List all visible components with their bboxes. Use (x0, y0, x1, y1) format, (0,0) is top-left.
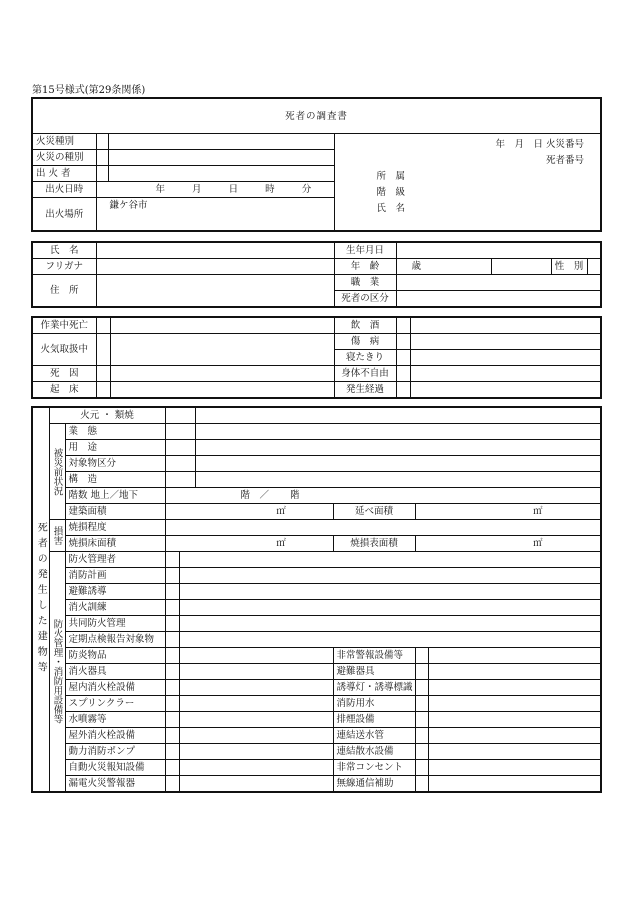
bedridden-value[interactable] (410, 350, 601, 366)
equip-right-value-6[interactable] (428, 744, 601, 760)
label-disabled: 身体不自由 (334, 366, 396, 382)
equip-right-check-3[interactable] (415, 696, 428, 712)
label-bedridden: 寝たきり (334, 350, 396, 366)
fire-origin-check[interactable] (165, 407, 195, 424)
label-furigana: フリガナ (32, 259, 96, 275)
mgmt-item-5: 定期点検報告対象物 (65, 632, 165, 648)
equip-left-6: 動力消防ポンプ (65, 744, 165, 760)
floors-value[interactable] (165, 488, 601, 504)
label-dispatcher: 出 火 者 (32, 166, 96, 182)
mgmt-value-2[interactable] (179, 584, 601, 600)
mgmt-item-4: 共同防火管理 (65, 616, 165, 632)
equip-left-value-6[interactable] (179, 744, 333, 760)
equip-right-4: 排煙設備 (333, 712, 415, 728)
equip-left-value-7[interactable] (179, 760, 333, 776)
birthdate-value[interactable] (396, 242, 601, 259)
target-value[interactable] (195, 456, 601, 472)
label-pre-disaster: 被災前状況 (49, 424, 65, 520)
label-birthdate: 生年月日 (334, 242, 396, 259)
mgmt-check-4[interactable] (165, 616, 179, 632)
equip-left-2: 屋内消火栓設備 (65, 680, 165, 696)
equip-left-check-8[interactable] (165, 776, 179, 793)
age-extra (491, 259, 551, 275)
equip-right-value-7[interactable] (428, 760, 601, 776)
mgmt-check-5[interactable] (165, 632, 179, 648)
label-burn-degree: 焼損程度 (65, 520, 165, 536)
location-field[interactable] (96, 198, 334, 232)
equip-right-7: 非常コンセント (333, 760, 415, 776)
label-address: 住 所 (32, 275, 96, 308)
age-unit: 歳 (411, 261, 422, 272)
working-check[interactable] (96, 317, 110, 334)
bed-check[interactable] (96, 382, 110, 399)
process-value[interactable] (410, 382, 601, 399)
label-category: 死者の区分 (334, 291, 396, 308)
use-check[interactable] (165, 440, 195, 456)
equip-right-value-8[interactable] (428, 776, 601, 793)
fire-origin-value[interactable] (195, 407, 601, 424)
building-area-unit: ㎡ (276, 506, 286, 517)
category-value[interactable] (396, 291, 601, 308)
name-value[interactable] (96, 242, 334, 259)
dt-minute: 分 (301, 184, 312, 195)
age-value[interactable] (396, 259, 491, 275)
label-building-area: 建築面積 (65, 504, 165, 520)
section-deceased (31, 241, 602, 308)
label-cause: 死 因 (32, 366, 96, 382)
label-working: 作業中死亡 (32, 317, 96, 334)
bedridden-check[interactable] (396, 350, 410, 366)
label-fire-kind: 火災の種別 (32, 150, 96, 166)
section-circumstances (31, 316, 602, 399)
burn-surface-unit: ㎡ (533, 538, 543, 549)
dt-month: 月 (192, 184, 202, 195)
mgmt-item-2: 避難誘導 (65, 584, 165, 600)
equip-right-3: 消防用水 (333, 696, 415, 712)
fire-kind-check[interactable] (96, 150, 108, 166)
equip-right-0: 非常警報設備等 (333, 648, 415, 664)
equip-left-check-6[interactable] (165, 744, 179, 760)
equip-right-check-0[interactable] (415, 648, 428, 664)
equip-left-check-5[interactable] (165, 728, 179, 744)
label-structure: 構 造 (65, 472, 165, 488)
label-business: 業 態 (65, 424, 165, 440)
cause-value[interactable] (110, 366, 334, 382)
disabled-check[interactable] (396, 366, 410, 382)
equip-right-8: 無線通信補助 (333, 776, 415, 793)
burn-floor-value[interactable] (165, 536, 333, 552)
section-incident (31, 97, 602, 232)
business-value[interactable] (195, 424, 601, 440)
form-code: 第15号様式(第29条関係) (32, 85, 146, 96)
equip-left-value-0[interactable] (179, 648, 333, 664)
dispatcher-value[interactable] (108, 166, 334, 182)
equip-right-check-7[interactable] (415, 760, 428, 776)
equip-left-3: スプリンクラー (65, 696, 165, 712)
datetime-field[interactable] (96, 182, 334, 198)
label-burn-floor: 焼損床面積 (65, 536, 165, 552)
equip-right-2: 誘導灯・誘導標識 (333, 680, 415, 696)
equip-right-5: 連結送水管 (333, 728, 415, 744)
fire-type-check[interactable] (96, 134, 108, 150)
dt-day: 日 (228, 184, 239, 195)
burn-floor-unit: ㎡ (276, 538, 286, 549)
mgmt-check-3[interactable] (165, 600, 179, 616)
form-title: 死者の調査書 (32, 98, 601, 134)
cause-check[interactable] (96, 366, 110, 382)
working-value[interactable] (110, 317, 334, 334)
occupation-value[interactable] (396, 275, 601, 291)
dt-hour: 時 (265, 184, 275, 195)
equip-left-8: 漏電火災警報器 (65, 776, 165, 793)
floors-unit-below: 階 (290, 490, 300, 501)
burn-surface-value[interactable] (415, 536, 601, 552)
address-value[interactable] (96, 275, 334, 308)
label-location: 出火場所 (32, 198, 96, 232)
dispatcher-check[interactable] (96, 166, 108, 182)
equip-left-value-3[interactable] (179, 696, 333, 712)
total-floor-unit: ㎡ (533, 506, 543, 517)
mgmt-value-3[interactable] (179, 600, 601, 616)
label-illness: 傷 病 (334, 334, 396, 350)
location-value: 鎌ケ谷市 (109, 200, 148, 211)
equip-left-check-4[interactable] (165, 712, 179, 728)
label-damage: 損害 (49, 520, 65, 552)
process-check[interactable] (396, 382, 410, 399)
equip-left-check-7[interactable] (165, 760, 179, 776)
equip-right-value-3[interactable] (428, 696, 601, 712)
equip-left-5: 屋外消火栓設備 (65, 728, 165, 744)
equip-right-check-6[interactable] (415, 744, 428, 760)
label-fire-management: 防火管理・消防用設備等 (49, 552, 65, 793)
equip-left-value-4[interactable] (179, 712, 333, 728)
investigator-name-label: 氏 名 (376, 202, 406, 214)
label-floors: 階数 地上／地下 (65, 488, 165, 504)
label-fire-handling: 火気取扱中 (32, 334, 96, 366)
drinking-check[interactable] (396, 317, 410, 334)
equip-right-value-5[interactable] (428, 728, 601, 744)
affiliation-label: 所 属 (376, 170, 406, 182)
total-floor-value[interactable] (415, 504, 601, 520)
death-number-line: 死者番号 (546, 154, 585, 166)
label-sex: 性 別 (551, 259, 587, 275)
mgmt-value-0[interactable] (179, 552, 601, 568)
equip-left-0: 防炎物品 (65, 648, 165, 664)
illness-check[interactable] (396, 334, 410, 350)
target-check[interactable] (165, 456, 195, 472)
label-process: 発生経過 (334, 382, 396, 399)
label-age: 年 齢 (334, 259, 396, 275)
equip-left-7: 自動火災報知設備 (65, 760, 165, 776)
equip-right-check-1[interactable] (415, 664, 428, 680)
equip-right-check-8[interactable] (415, 776, 428, 793)
drinking-value[interactable] (410, 317, 601, 334)
illness-value[interactable] (410, 334, 601, 350)
fire-handling-check[interactable] (96, 334, 110, 366)
fire-type-value[interactable] (108, 134, 334, 150)
equip-left-check-3[interactable] (165, 696, 179, 712)
label-target: 対象物区分 (65, 456, 165, 472)
burn-degree-value[interactable] (165, 520, 601, 536)
structure-value[interactable] (195, 472, 601, 488)
equip-right-check-2[interactable] (415, 680, 428, 696)
section-building (31, 406, 602, 793)
equip-right-value-1[interactable] (428, 664, 601, 680)
business-check[interactable] (165, 424, 195, 440)
mgmt-check-1[interactable] (165, 568, 179, 584)
equip-left-value-8[interactable] (179, 776, 333, 793)
label-occupation: 職 業 (334, 275, 396, 291)
mgmt-value-1[interactable] (179, 568, 601, 584)
mgmt-item-3: 消火訓練 (65, 600, 165, 616)
fire-kind-value[interactable] (108, 150, 334, 166)
label-name: 氏 名 (32, 242, 96, 259)
equip-right-value-2[interactable] (428, 680, 601, 696)
mgmt-check-2[interactable] (165, 584, 179, 600)
fire-number-line: 年 月 日 火災番号 (495, 138, 585, 150)
label-fire-type: 火災種別 (32, 134, 96, 150)
fire-handling-value[interactable] (110, 334, 334, 366)
bed-value[interactable] (110, 382, 334, 399)
equip-left-value-1[interactable] (179, 664, 333, 680)
label-burn-surface: 焼損表面積 (333, 536, 415, 552)
equip-right-check-4[interactable] (415, 712, 428, 728)
structure-check[interactable] (165, 472, 195, 488)
sex-value[interactable] (587, 259, 601, 275)
equip-right-check-5[interactable] (415, 728, 428, 744)
mgmt-value-4[interactable] (179, 616, 601, 632)
equip-left-value-2[interactable] (179, 680, 333, 696)
equip-left-check-0[interactable] (165, 648, 179, 664)
label-use: 用 途 (65, 440, 165, 456)
mgmt-item-1: 消防計画 (65, 568, 165, 584)
furigana-value[interactable] (96, 259, 334, 275)
rank-label: 階 級 (376, 186, 406, 198)
label-bed: 起 床 (32, 382, 96, 399)
equip-right-value-4[interactable] (428, 712, 601, 728)
equip-right-1: 避難器具 (333, 664, 415, 680)
label-total-floor: 延べ面積 (333, 504, 415, 520)
equip-right-6: 連結散水設備 (333, 744, 415, 760)
label-drinking: 飲 酒 (334, 317, 396, 334)
label-fire-origin: 火元 ・ 類焼 (49, 407, 165, 424)
floors-unit-above: 階 ／ (240, 490, 270, 501)
use-value[interactable] (195, 440, 601, 456)
label-building-outer: 死者の発生した建物等 (32, 407, 49, 792)
equip-right-value-0[interactable] (428, 648, 601, 664)
dt-year: 年 (155, 184, 166, 195)
mgmt-check-0[interactable] (165, 552, 179, 568)
equip-left-1: 消火器具 (65, 664, 165, 680)
equip-left-check-2[interactable] (165, 680, 179, 696)
label-datetime: 出火日時 (32, 182, 96, 198)
disabled-value[interactable] (410, 366, 601, 382)
incident-number-block (334, 134, 601, 232)
equip-left-value-5[interactable] (179, 728, 333, 744)
building-area-value[interactable] (165, 504, 333, 520)
mgmt-item-0: 防火管理者 (65, 552, 165, 568)
mgmt-value-5[interactable] (179, 632, 601, 648)
equip-left-check-1[interactable] (165, 664, 179, 680)
equip-left-4: 水噴霧等 (65, 712, 165, 728)
